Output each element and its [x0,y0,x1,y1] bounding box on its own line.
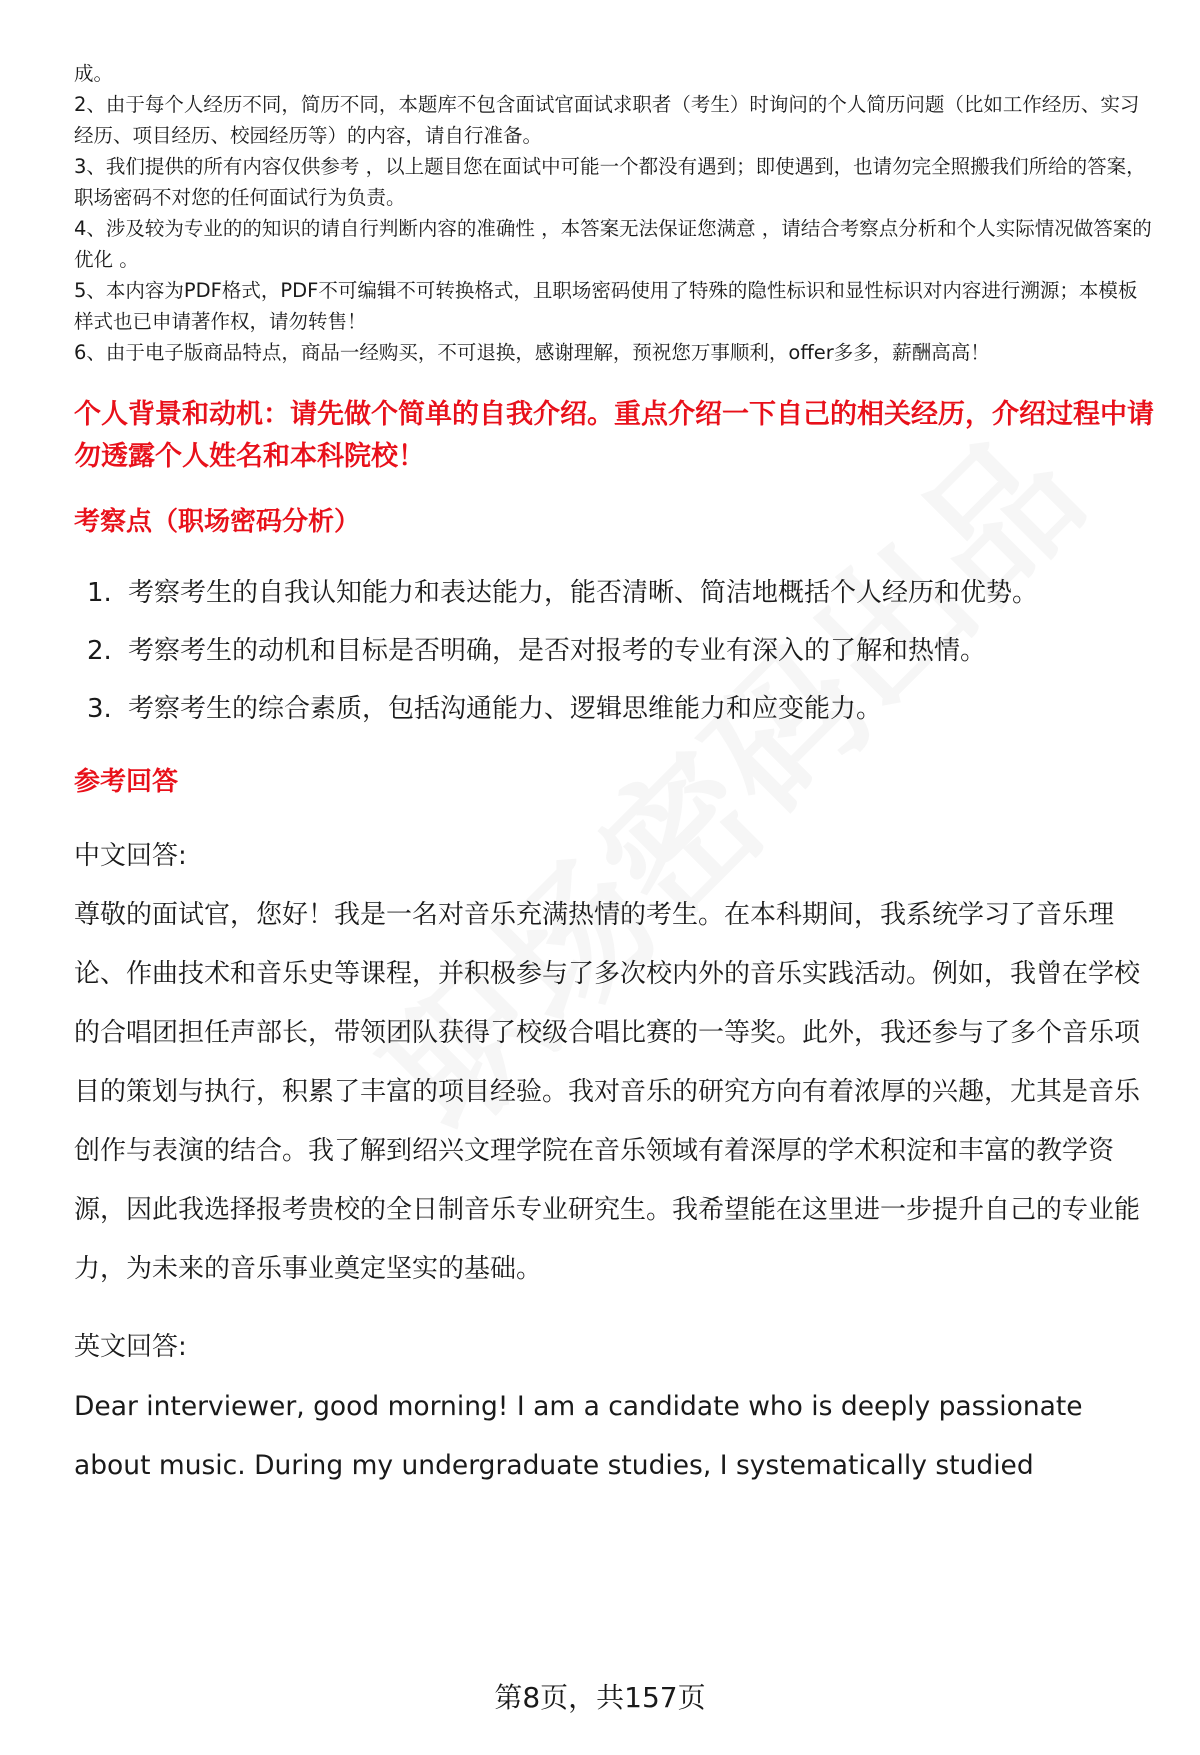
notice-item: 3、我们提供的所有内容仅供参考 ，以上题目您在面试中可能一个都没有遇到；即使遇到，也请勿完全照搬我们所给的答案，职场密码不对您的任何面试行为负责。 [74,155,1146,209]
point-text: 考察考生的综合素质，包括沟通能力、逻辑思维能力和应变能力。 [128,694,883,724]
notice-item: 6、由于电子版商品特点，商品一经购买，不可退换，感谢理解，预祝您万事顺利，offer多多，薪酬高高！ [74,341,990,364]
page-number: 第8页，共157页 [494,1681,706,1714]
analysis-points [74,564,1154,738]
analysis-point [74,680,1154,738]
analysis-point [74,622,1154,680]
analysis-title: 考察点（职场密码分析） [74,507,361,537]
document-page [74,58,1154,1495]
notice-item: 成。 [74,62,114,85]
english-answer-text: Dear interviewer, good morning! I am a candidate who is deeply passionate about music. During my undergraduate studies, I systematically studied [74,1391,1083,1481]
notice-item: 2、由于每个人经历不同，简历不同，本题库不包含面试官面试求职者（考生）时询问的个人简历问题（比如工作经历、实习经历、项目经历、校园经历等）的内容，请自行准备。 [74,93,1140,147]
point-number: 3. [87,694,112,724]
analysis-point [74,564,1154,622]
chinese-answer-text: 尊敬的面试官，您好！我是一名对音乐充满热情的考生。在本科期间，我系统学习了音乐理论、作曲技术和音乐史等课程，并积极参与了多次校内外的音乐实践活动。例如，我曾在学校的合唱团担任声部长，带领团队获得了校级合唱比赛的一等奖。此外，我还参与了多个音乐项目的策划与执行，积累了丰富的项目经验。我对音乐的研究方向有着浓厚的兴趣，尤其是音乐创作与表演的结合。我了解到绍兴文理学院在音乐领域有着深厚的学术积淀和丰富的教学资源，因此我选择报考贵校的全日制音乐专业研究生。我希望能在这里进一步提升自己的专业能力，为未来的音乐事业奠定坚实的基础。 [74,900,1141,1284]
notice-item: 4、涉及较为专业的的知识的请自行判断内容的准确性 ，本答案无法保证您满意 ，请结合考察点分析和个人实际情况做答案的优化 。 [74,217,1152,271]
point-number: 2. [87,636,112,666]
point-text: 考察考生的自我认知能力和表达能力，能否清晰、简洁地概括个人经历和优势。 [128,578,1039,608]
english-answer-label: 英文回答: [74,1332,187,1362]
point-number: 1. [87,578,112,608]
point-text: 考察考生的动机和目标是否明确，是否对报考的专业有深入的了解和热情。 [128,636,987,666]
chinese-answer-label: 中文回答: [74,841,187,871]
notice-list [74,58,1154,368]
reference-title: 参考回答 [74,767,179,797]
question-heading: 个人背景和动机：请先做个简单的自我介绍。重点介绍一下自己的相关经历，介绍过程中请勿透露个人姓名和本科院校！ [74,399,1154,472]
notice-item: 5、本内容为PDF格式，PDF不可编辑不可转换格式，且职场密码使用了特殊的隐性标识和显性标识对内容进行溯源；本模板样式也已申请著作权，请勿转售！ [74,279,1138,333]
